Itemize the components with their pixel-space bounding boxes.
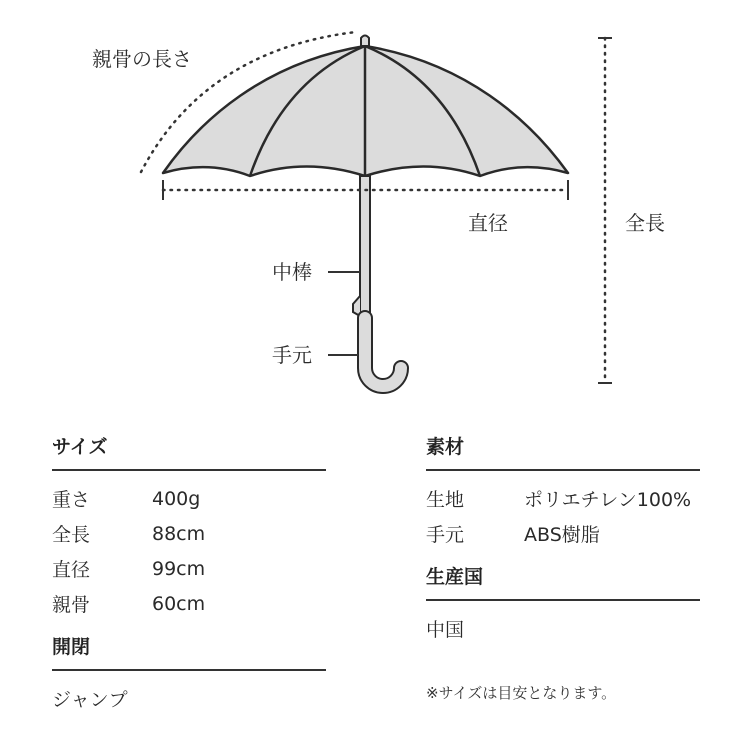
origin-value: 中国	[426, 619, 465, 641]
size-row-diameter	[52, 551, 326, 586]
size-table	[52, 481, 326, 621]
size-key: 親骨	[52, 594, 91, 616]
size-row-total-length	[52, 516, 326, 551]
size-section-title: サイズ	[52, 436, 108, 458]
size-value: 400g	[152, 487, 201, 510]
origin-section	[426, 568, 700, 646]
open-close-section	[52, 638, 326, 716]
size-row-rib	[52, 586, 326, 621]
material-section-title: 素材	[426, 436, 465, 458]
material-value: ABS樹脂	[524, 524, 600, 546]
umbrella-tip	[361, 36, 369, 47]
size-disclaimer-note: ※サイズは目安となります。	[426, 684, 617, 702]
open-close-title: 開閉	[52, 636, 91, 658]
material-divider	[426, 469, 700, 471]
material-row-fabric	[426, 481, 700, 516]
size-divider	[52, 469, 326, 471]
size-value: 88cm	[152, 522, 206, 545]
material-key: 生地	[426, 489, 465, 511]
material-table	[426, 481, 700, 551]
size-row-weight	[52, 481, 326, 516]
material-key: 手元	[426, 524, 465, 546]
size-key: 全長	[52, 524, 91, 546]
total-length-label: 全長	[625, 211, 665, 235]
handle-label: 手元	[272, 343, 312, 367]
size-key: 重さ	[52, 489, 91, 511]
material-value: ポリエチレン100%	[524, 489, 692, 511]
rib-length-label: 親骨の長さ	[92, 47, 192, 71]
open-close-divider	[52, 669, 326, 671]
origin-divider	[426, 599, 700, 601]
material-section	[426, 438, 700, 551]
shaft-label: 中棒	[272, 260, 312, 284]
material-row-handle	[426, 516, 700, 551]
open-close-value: ジャンプ	[52, 689, 128, 711]
size-value: 60cm	[152, 592, 206, 615]
origin-title: 生産国	[426, 566, 484, 588]
umbrella-shaft	[360, 176, 370, 318]
diameter-label: 直径	[468, 211, 508, 235]
size-section	[52, 438, 326, 621]
size-value: 99cm	[152, 557, 206, 580]
size-key: 直径	[52, 559, 91, 581]
